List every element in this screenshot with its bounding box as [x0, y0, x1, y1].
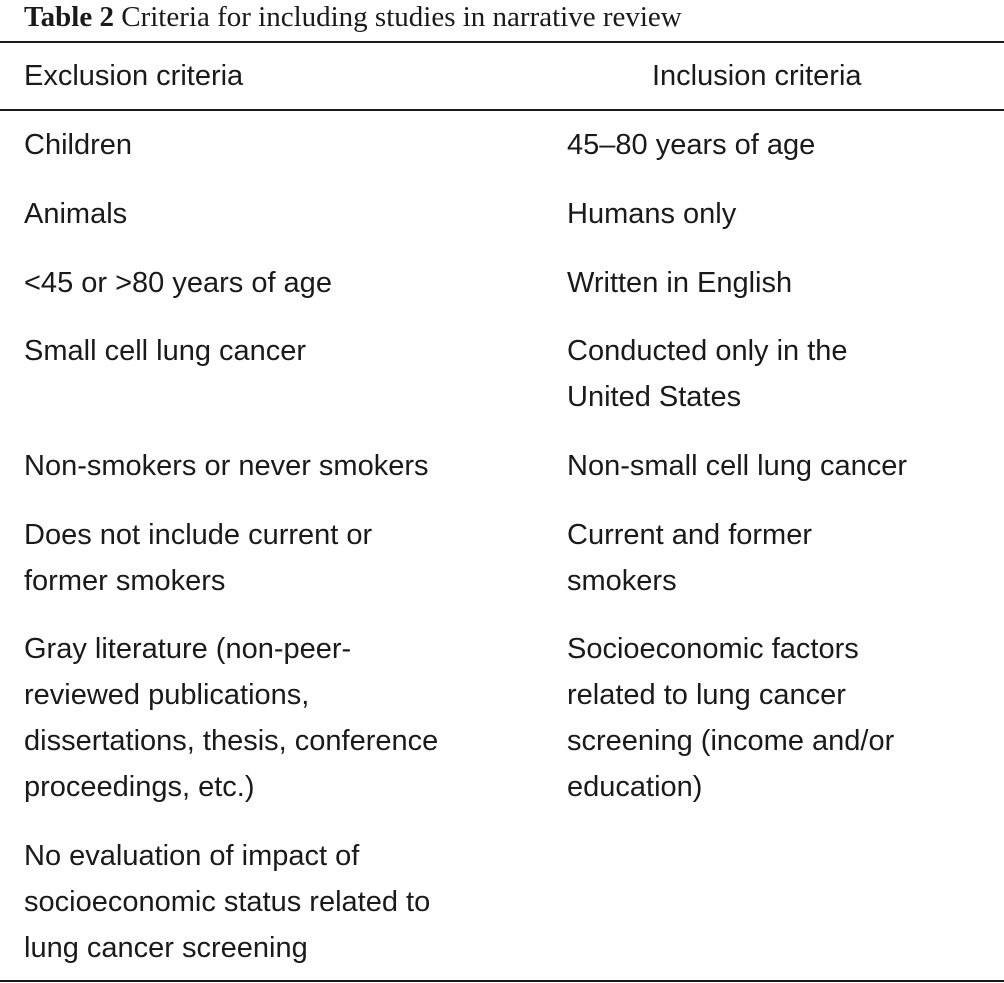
inclusion-cell: Conducted only in the United States [567, 335, 848, 413]
table-label: Table 2 [24, 1, 114, 33]
inclusion-cell: 45–80 years of age [567, 129, 816, 161]
exclusion-cell: Non-smokers or never smokers [24, 450, 429, 482]
inclusion-cell: Current and former smokers [567, 519, 812, 597]
bottom-rule [0, 980, 1004, 982]
inclusion-cell: Humans only [567, 198, 737, 230]
header-inclusion-criteria: Inclusion criteria [652, 60, 862, 92]
exclusion-cell: <45 or >80 years of age [24, 267, 332, 299]
exclusion-cell: Animals [24, 198, 128, 230]
inclusion-cell: Written in English [567, 267, 793, 299]
header-rule [0, 109, 1004, 111]
table-caption [24, 0, 682, 36]
exclusion-cell: Small cell lung cancer [24, 335, 307, 367]
exclusion-cell: Children [24, 129, 132, 161]
header-exclusion-criteria: Exclusion criteria [24, 60, 244, 92]
top-rule [0, 41, 1004, 43]
exclusion-cell: Gray literature (non-peer- reviewed publications, dissertations, thesis, conference proceedings, etc.) [24, 633, 439, 803]
exclusion-cell: Does not include current or former smokers [24, 519, 373, 597]
table-title: Criteria for including studies in narrative review [121, 1, 682, 33]
inclusion-cell: Socioeconomic factors related to lung cancer screening (income and/or education) [567, 633, 895, 803]
exclusion-cell: No evaluation of impact of socioeconomic status related to lung cancer screening [24, 840, 431, 964]
inclusion-cell: Non-small cell lung cancer [567, 450, 908, 482]
